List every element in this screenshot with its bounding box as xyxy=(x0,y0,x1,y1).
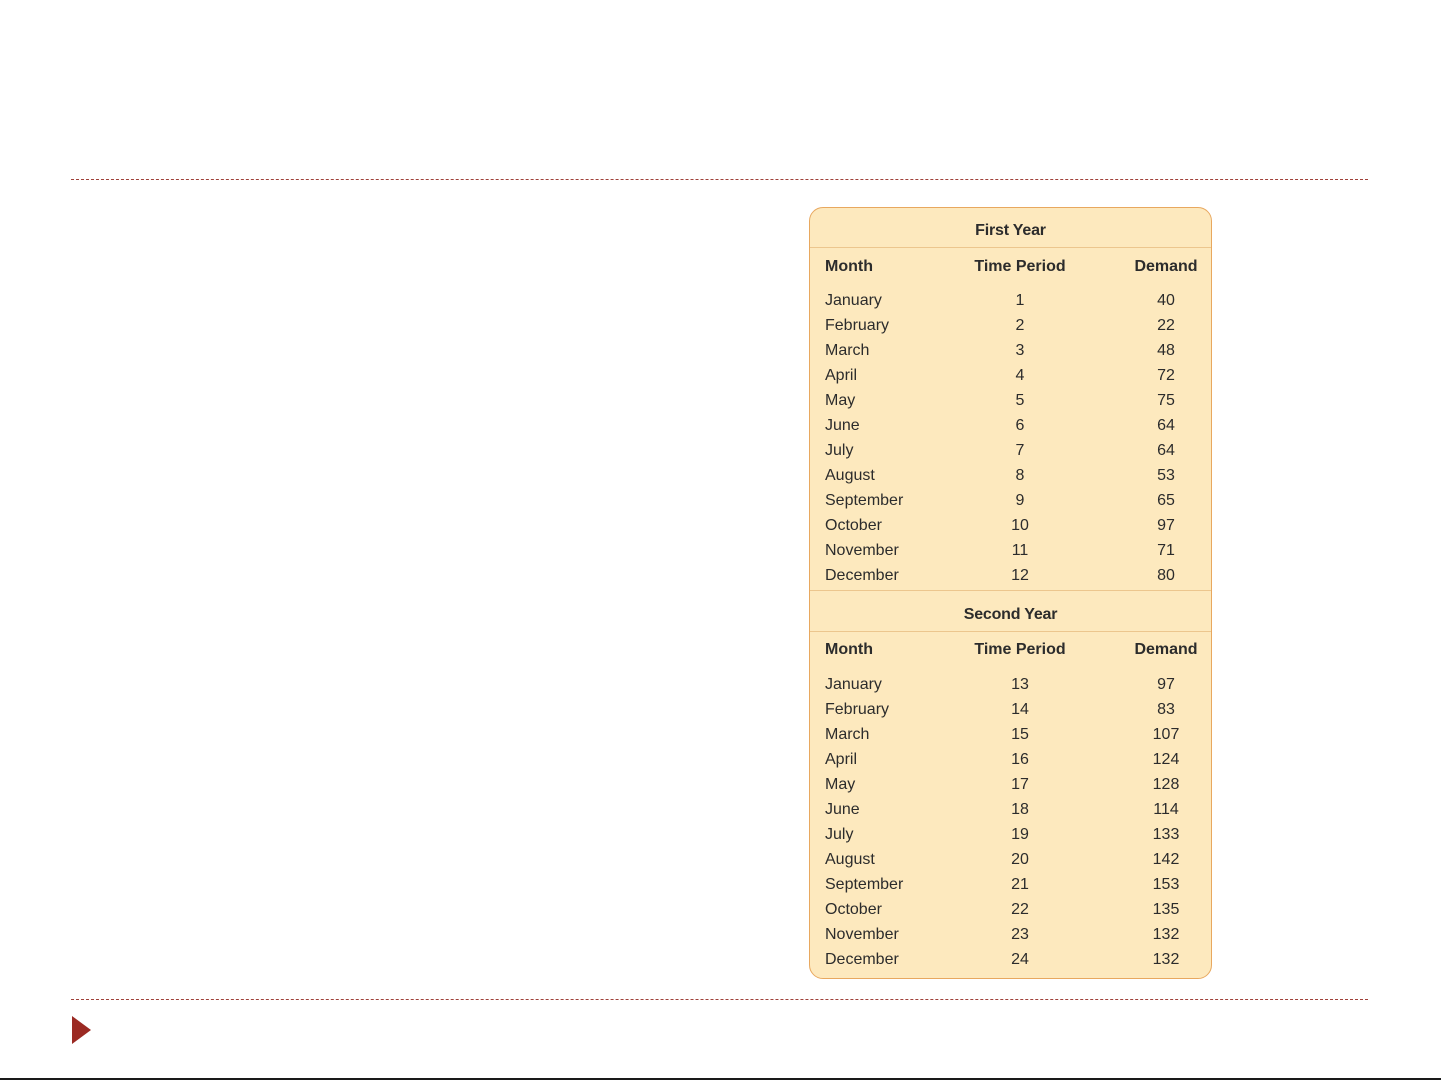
cell-month: August xyxy=(825,467,875,484)
cell-demand: 124 xyxy=(1152,751,1180,768)
header-time-period: Time Period xyxy=(974,641,1066,658)
footer-rule xyxy=(0,1078,1441,1080)
table-row xyxy=(810,825,1211,845)
cell-demand: 132 xyxy=(1152,951,1180,968)
cell-time-period: 6 xyxy=(1015,417,1025,434)
cell-time-period: 2 xyxy=(1015,317,1025,334)
table-row xyxy=(810,491,1211,511)
table-row xyxy=(810,466,1211,486)
table-row xyxy=(810,725,1211,745)
cell-time-period: 13 xyxy=(1011,676,1029,693)
section-title-divider xyxy=(810,247,1211,248)
table-row xyxy=(810,900,1211,920)
cell-time-period: 20 xyxy=(1011,851,1029,868)
cell-time-period: 15 xyxy=(1011,726,1029,743)
top-divider xyxy=(71,179,1368,180)
cell-demand: 64 xyxy=(1157,442,1175,459)
table-row xyxy=(810,291,1211,311)
table-row xyxy=(810,675,1211,695)
cell-demand: 71 xyxy=(1157,542,1175,559)
table-row xyxy=(810,541,1211,561)
demand-table xyxy=(809,207,1212,979)
table-row xyxy=(810,441,1211,461)
cell-time-period: 3 xyxy=(1015,342,1025,359)
cell-month: November xyxy=(825,542,899,559)
cell-month: November xyxy=(825,926,899,943)
table-row xyxy=(810,875,1211,895)
bottom-divider xyxy=(71,999,1368,1000)
cell-demand: 22 xyxy=(1157,317,1175,334)
cell-demand: 97 xyxy=(1157,676,1175,693)
cell-month: April xyxy=(825,751,858,768)
year-divider xyxy=(810,590,1211,591)
cell-demand: 142 xyxy=(1152,851,1180,868)
cell-month: February xyxy=(825,701,890,718)
cell-time-period: 18 xyxy=(1011,801,1029,818)
cell-time-period: 21 xyxy=(1011,876,1029,893)
section-title: First Year xyxy=(975,222,1046,239)
table-row xyxy=(810,391,1211,411)
column-header-row xyxy=(810,640,1211,660)
header-demand: Demand xyxy=(1134,258,1198,275)
cell-time-period: 23 xyxy=(1011,926,1029,943)
table-row xyxy=(810,366,1211,386)
cell-demand: 80 xyxy=(1157,567,1175,584)
table-row xyxy=(810,341,1211,361)
cell-demand: 153 xyxy=(1152,876,1180,893)
cell-time-period: 7 xyxy=(1015,442,1025,459)
cell-month: May xyxy=(825,776,856,793)
cell-time-period: 17 xyxy=(1011,776,1029,793)
cell-time-period: 4 xyxy=(1015,367,1025,384)
cell-month: October xyxy=(825,517,882,534)
cell-time-period: 19 xyxy=(1011,826,1029,843)
cell-month: December xyxy=(825,951,899,968)
cell-time-period: 12 xyxy=(1011,567,1029,584)
header-time-period: Time Period xyxy=(974,258,1066,275)
table-row xyxy=(810,800,1211,820)
cell-demand: 40 xyxy=(1157,292,1175,309)
cell-demand: 128 xyxy=(1152,776,1180,793)
cell-demand: 72 xyxy=(1157,367,1175,384)
cell-demand: 75 xyxy=(1157,392,1175,409)
cell-month: April xyxy=(825,367,858,384)
table-row xyxy=(810,775,1211,795)
table-row xyxy=(810,950,1211,970)
cell-demand: 135 xyxy=(1152,901,1180,918)
header-demand: Demand xyxy=(1134,641,1198,658)
cell-demand: 133 xyxy=(1152,826,1180,843)
cell-time-period: 11 xyxy=(1011,542,1029,559)
cell-time-period: 1 xyxy=(1015,292,1025,309)
cell-month: January xyxy=(825,676,882,693)
cell-month: March xyxy=(825,726,870,743)
cell-month: June xyxy=(825,801,860,818)
table-row xyxy=(810,925,1211,945)
cell-demand: 107 xyxy=(1152,726,1180,743)
table-row xyxy=(810,316,1211,336)
cell-demand: 114 xyxy=(1153,801,1179,818)
cell-month: July xyxy=(825,826,854,843)
table-row xyxy=(810,416,1211,436)
cell-month: June xyxy=(825,417,860,434)
cell-time-period: 16 xyxy=(1011,751,1029,768)
header-month: Month xyxy=(825,258,873,275)
triangle-right-icon xyxy=(72,1016,91,1044)
section-title-divider xyxy=(810,631,1211,632)
table-row xyxy=(810,850,1211,870)
cell-month: July xyxy=(825,442,854,459)
cell-time-period: 9 xyxy=(1015,492,1025,509)
table-row xyxy=(810,516,1211,536)
cell-month: February xyxy=(825,317,890,334)
cell-demand: 132 xyxy=(1152,926,1180,943)
cell-time-period: 5 xyxy=(1015,392,1025,409)
cell-month: September xyxy=(825,876,904,893)
cell-demand: 83 xyxy=(1157,701,1175,718)
cell-demand: 65 xyxy=(1157,492,1175,509)
cell-time-period: 8 xyxy=(1015,467,1025,484)
cell-month: May xyxy=(825,392,856,409)
cell-month: September xyxy=(825,492,904,509)
table-row xyxy=(810,566,1211,586)
cell-month: August xyxy=(825,851,875,868)
cell-demand: 64 xyxy=(1157,417,1175,434)
cell-time-period: 24 xyxy=(1011,951,1029,968)
header-month: Month xyxy=(825,641,873,658)
cell-month: October xyxy=(825,901,882,918)
cell-demand: 48 xyxy=(1157,342,1175,359)
cell-time-period: 10 xyxy=(1011,517,1029,534)
cell-month: December xyxy=(825,567,899,584)
cell-month: March xyxy=(825,342,870,359)
table-row xyxy=(810,750,1211,770)
cell-month: January xyxy=(825,292,882,309)
column-header-row xyxy=(810,257,1211,277)
cell-time-period: 22 xyxy=(1011,901,1029,918)
section-title: Second Year xyxy=(963,606,1058,623)
cell-demand: 53 xyxy=(1157,467,1175,484)
table-row xyxy=(810,700,1211,720)
cell-demand: 97 xyxy=(1157,517,1175,534)
cell-time-period: 14 xyxy=(1011,701,1029,718)
